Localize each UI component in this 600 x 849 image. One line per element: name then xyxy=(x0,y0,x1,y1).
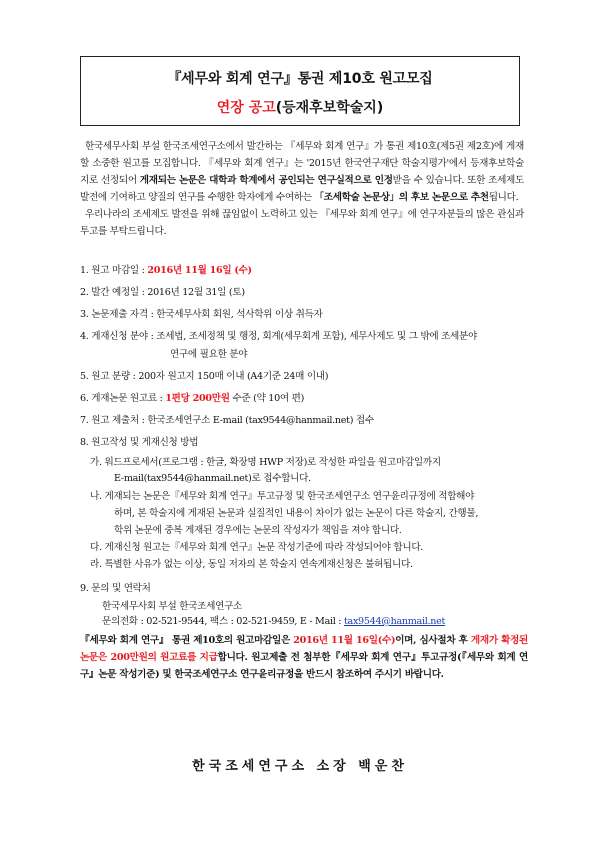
list-item-fee: 6. 게재논문 원고료 : 1편당 200만원 수준 (약 10여 편) xyxy=(80,393,305,404)
list-item-length: 5. 원고 분량 : 200자 원고지 150매 이내 (A4기준 24매 이내) xyxy=(80,371,329,382)
page-title: 『세무와 회계 연구』통권 제10호 원고모집 xyxy=(167,71,433,87)
closing-notice: 『세무와 회계 연구』 통권 제10호의 원고마감일은 2016년 11월 16일(수)이며, 심사절차 후 게재가 확정된 논문은 200만원의 원고료를 지급합니다. 원고제출 전 첨부한『세무와 회계 연구』투고규정(『세무와 회계 연구』논문 작성기준) 및 한국조세연구소 연구윤리규정을 반드시 참조하여 주시기 바랍니다. xyxy=(80,635,528,680)
contact-email-link[interactable]: tax9544@hanmail.net xyxy=(343,616,446,627)
intro-paragraph-2: 우리나라의 조세제도 발전을 위해 끊임없이 노력하고 있는 『세무와 회계 연구』에 연구자분들의 많은 관심과 투고를 부탁드립니다. xyxy=(80,209,524,237)
intro-text xyxy=(80,138,524,240)
list-item-eligibility: 3. 논문제출 자격 : 한국세무사회 회원, 석사학위 이상 취득자 xyxy=(80,309,323,320)
list-item-fields: 4. 게재신청 분야 : 조세법, 조세정책 및 행정, 회계(세무회계 포함), 세무사제도 및 그 밖에 조세분야 xyxy=(80,331,477,342)
page-subtitle xyxy=(81,97,519,117)
list-item-contact: 9. 문의 및 연락처 xyxy=(80,583,151,594)
list-item-submission: 7. 원고 제출처 : 한국조세연구소 E-mail (tax9544@hanmail.net) 접수 xyxy=(80,415,374,426)
method-ra: 라. 특별한 사유가 없는 이상, 동일 저자의 본 학술지 연속게재신청은 불허됩니다. xyxy=(90,559,413,570)
contact-org: 한국세무사회 부설 한국조세연구소 xyxy=(102,601,243,612)
method-ga: 가. 워드프로세서(프로그램 : 한글, 확장명 HWP 저장)로 작성한 파일을 원고마감일까지 xyxy=(90,457,441,468)
method-na: 나. 게재되는 논문은『세무와 회계 연구』투고규정 및 한국조세연구소 연구윤리규정에 적합해야 xyxy=(90,491,475,502)
intro-paragraph-1: 한국세무사회 부설 한국조세연구소에서 발간하는 『세무와 회계 연구』가 통권 제10호(제5권 제2호)에 게재할 소중한 원고를 모집합니다. 『세무와 회계 연구』는 '2015년 한국연구재단 학술지평가'에서 등재후보학술지로 선정되어 게재되는 논문은 대학과 학계에서 공인되는 연구실적으로 인정받을 수 있습니다. 또한 조세제도 발전에 기여하고 양질의 연구를 수행한 학자에게 수여하는 「조세학술 논문상」의 후보 논문으로 추천됩니다. xyxy=(80,141,524,203)
method-na-cont-1: 하며, 본 학술지에 게재된 논문과 실질적인 내용이 차이가 없는 논문이 다른 학술지, 간행물, xyxy=(114,508,479,519)
method-da: 다. 게재신청 원고는『세무와 회계 연구』논문 작성기준에 따라 작성되어야 합니다. xyxy=(90,542,424,553)
journal-status: (등재후보학술지) xyxy=(275,100,384,116)
list-item-method: 8. 원고작성 및 게재신청 방법 xyxy=(80,437,199,448)
title-box xyxy=(80,56,520,126)
list-item-deadline: 1. 원고 마감일 : 2016년 11월 16일 (수) xyxy=(80,265,252,276)
extension-notice: 연장 공고 xyxy=(216,100,276,116)
contact-phone: 문의전화 : 02-521-9544, 팩스 : 02-521-9459, E - Mail : tax9544@hanmail.net xyxy=(102,616,446,627)
list-item-fields-cont: 연구에 필요한 분야 xyxy=(170,349,248,360)
method-ga-cont: E-mail(tax9544@hanmail.net)로 접수합니다. xyxy=(114,473,311,484)
list-item-publish-date: 2. 발간 예정일 : 2016년 12월 31일 (토) xyxy=(80,287,245,298)
method-na-cont-2: 학위 논문에 중복 게재된 경우에는 논문의 작성자가 책임을 져야 합니다. xyxy=(114,525,402,536)
signature: 한국조세연구소 소장 백운찬 xyxy=(192,759,408,774)
